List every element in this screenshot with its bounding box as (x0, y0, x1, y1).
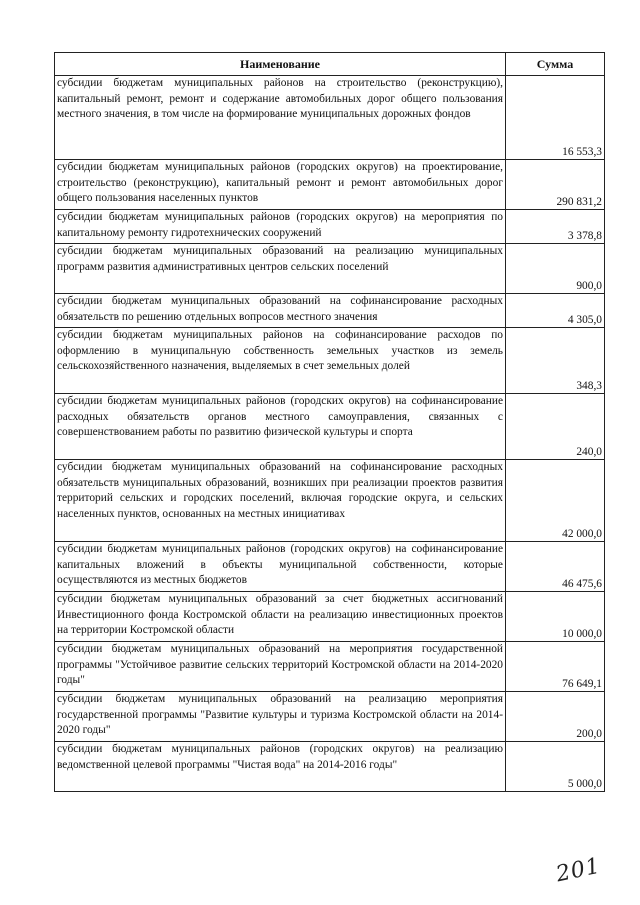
table-body (55, 76, 605, 792)
table-row (55, 244, 605, 294)
table-row (55, 642, 605, 692)
table-row (55, 742, 605, 792)
column-header-name: Наименование (55, 53, 506, 76)
row-name-cell: субсидии бюджетам муниципальных образований за счет бюджетных ассигнований Инвестиционного фонда Костромской области на реализацию инвестиционных проектов на территории Костромской области (55, 592, 506, 642)
column-header-sum: Сумма (506, 53, 605, 76)
row-sum-cell: 46 475,6 (506, 542, 605, 592)
row-name-cell: субсидии бюджетам муниципальных районов (городских округов) на реализацию ведомственной целевой программы "Чистая вода" на 2014-2016 годы" (55, 742, 506, 792)
row-sum-cell: 5 000,0 (506, 742, 605, 792)
table-row (55, 592, 605, 642)
row-name-cell: субсидии бюджетам муниципальных образований на мероприятия государственной программы "Устойчивое развитие сельских территорий Костромской области на 2014-2020 годы" (55, 642, 506, 692)
row-name-cell: субсидии бюджетам муниципальных районов (городских округов) на софинансирование капитальных вложений в объекты муниципальной собственности, которые осуществляются из местных бюджетов (55, 542, 506, 592)
table-row (55, 160, 605, 210)
row-sum-cell: 10 000,0 (506, 592, 605, 642)
row-name-cell: субсидии бюджетам муниципальных образований на реализацию мероприятия государственной программы "Развитие культуры и туризма Костромской области на 2014-2020 годы" (55, 692, 506, 742)
table-row (55, 76, 605, 160)
row-sum-cell: 3 378,8 (506, 210, 605, 244)
table-row (55, 542, 605, 592)
handwritten-page-number: 201 (553, 853, 604, 888)
row-sum-cell: 16 553,3 (506, 76, 605, 160)
row-sum-cell: 240,0 (506, 394, 605, 460)
table-row (55, 328, 605, 394)
table-row (55, 294, 605, 328)
row-name-cell: субсидии бюджетам муниципальных районов на софинансирование расходов по оформлению в муниципальную собственность земельных участков из земель сельскохозяйственного назначения, выделяемых в счет земельных долей (55, 328, 506, 394)
table-header-row (55, 53, 605, 76)
table-row (55, 692, 605, 742)
row-name-cell: субсидии бюджетам муниципальных образований на реализацию муниципальных программ развития административных центров сельских поселений (55, 244, 506, 294)
row-sum-cell: 200,0 (506, 692, 605, 742)
row-name-cell: субсидии бюджетам муниципальных районов на строительство (реконструкцию), капитальный ремонт, ремонт и содержание автомобильных дорог общего пользования местного значения, в том числе на формирование муниципальных дорожных фондов (55, 76, 506, 160)
row-sum-cell: 900,0 (506, 244, 605, 294)
table-row (55, 210, 605, 244)
row-sum-cell: 4 305,0 (506, 294, 605, 328)
budget-table (54, 52, 605, 792)
row-sum-cell: 348,3 (506, 328, 605, 394)
table-row (55, 460, 605, 542)
row-name-cell: субсидии бюджетам муниципальных образований на софинансирование расходных обязательств по решению отдельных вопросов местного значения (55, 294, 506, 328)
row-name-cell: субсидии бюджетам муниципальных районов (городских округов) на проектирование, строительство (реконструкцию), капитальный ремонт и ремонт автомобильных дорог общего пользования населенных пунктов (55, 160, 506, 210)
row-sum-cell: 290 831,2 (506, 160, 605, 210)
row-sum-cell: 76 649,1 (506, 642, 605, 692)
row-name-cell: субсидии бюджетам муниципальных образований на софинансирование расходных обязательств муниципальных образований, возникших при реализации проектов развития территорий сельских и городских поселений, включая городские округа, и сельских населенных пунктов, основанных на местных инициативах (55, 460, 506, 542)
row-name-cell: субсидии бюджетам муниципальных районов (городских округов) на мероприятия по капитальному ремонту гидротехнических сооружений (55, 210, 506, 244)
row-sum-cell: 42 000,0 (506, 460, 605, 542)
table-row (55, 394, 605, 460)
row-name-cell: субсидии бюджетам муниципальных районов (городских округов) на софинансирование расходных обязательств органов местного самоуправления, связанных с совершенствованием работы по развитию физической культуры и спорта (55, 394, 506, 460)
